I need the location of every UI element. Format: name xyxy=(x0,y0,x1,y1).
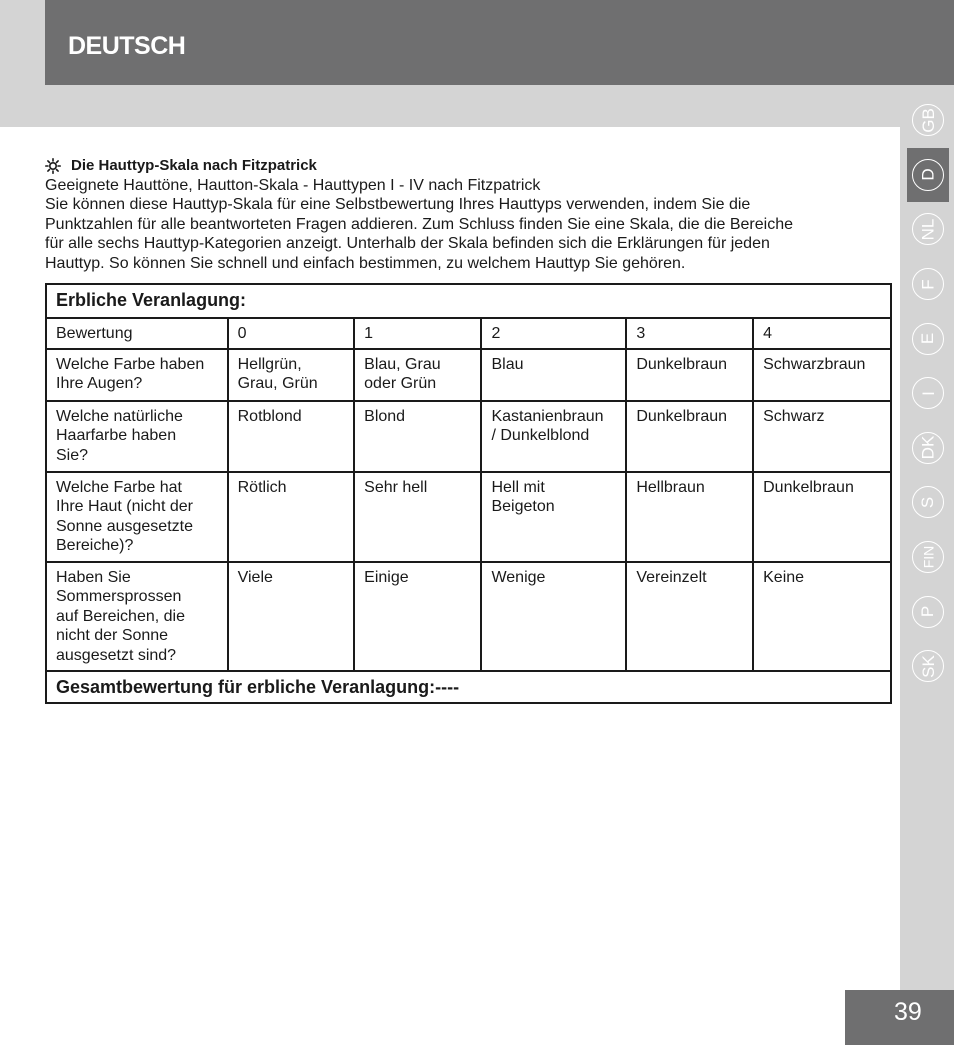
page-number-box xyxy=(845,990,954,1045)
question-cell: Welche Farbe hat Ihre Haut (nicht der Sonne ausgesetzte Bereiche)? xyxy=(46,472,228,562)
lang-tab-nl[interactable] xyxy=(907,202,949,257)
lang-circle-icon xyxy=(912,541,944,573)
score-value-cell: 3 xyxy=(626,318,753,349)
answer-cell: Keine xyxy=(753,562,891,671)
lang-tab-fin[interactable] xyxy=(907,530,949,585)
lang-tab-sk[interactable] xyxy=(907,639,949,694)
answer-cell: Schwarzbraun xyxy=(753,349,891,401)
question-cell: Welche natürliche Haarfarbe haben Sie? xyxy=(46,401,228,472)
language-tabs xyxy=(907,93,949,694)
question-cell: Welche Farbe haben Ihre Augen? xyxy=(46,349,228,401)
lang-tab-dk[interactable] xyxy=(907,421,949,476)
answer-cell: Viele xyxy=(228,562,355,671)
lang-circle-icon xyxy=(912,650,944,682)
answer-cell: Blond xyxy=(354,401,481,472)
answer-cell: Vereinzelt xyxy=(626,562,753,671)
table-header-row xyxy=(46,284,891,318)
page-title: DEUTSCH xyxy=(68,32,186,60)
lang-tab-d[interactable] xyxy=(907,148,949,203)
question-row xyxy=(46,472,891,562)
total-row xyxy=(46,671,891,704)
lang-circle-icon xyxy=(912,432,944,464)
intro-line: für alle sechs Hauttyp-Kategorien anzeigt. Unterhalb der Skala befinden sich die Erklärungen für jeden xyxy=(45,235,770,252)
heredity-score-table xyxy=(45,283,892,704)
lang-tab-f[interactable] xyxy=(907,257,949,312)
lang-tab-p[interactable] xyxy=(907,584,949,639)
answer-cell: Dunkelbraun xyxy=(626,349,753,401)
intro-section xyxy=(45,156,890,273)
intro-line: Geeignete Hauttöne, Hautton-Skala - Hauttypen I - IV nach Fitzpatrick xyxy=(45,176,541,194)
answer-cell: Hellbraun xyxy=(626,472,753,562)
answer-cell: Kastanienbraun / Dunkelblond xyxy=(481,401,626,472)
lang-code: I xyxy=(918,390,938,396)
score-value-cell: 0 xyxy=(228,318,355,349)
sun-icon xyxy=(45,158,61,174)
intro-line: Punktzahlen für alle beantworteten Fragen addieren. Zum Schluss finden Sie eine Skala, die die Bereiche xyxy=(45,215,794,233)
lang-code: P xyxy=(918,605,938,618)
question-cell: Haben Sie Sommersprossen auf Bereichen, die nicht der Sonne ausgesetzt sind? xyxy=(46,562,228,671)
answer-cell: Blau xyxy=(481,349,626,401)
lang-code: S xyxy=(918,496,938,509)
lang-code: D xyxy=(918,168,938,182)
answer-cell: Hellgrün, Grau, Grün xyxy=(228,349,355,401)
lang-circle-icon xyxy=(912,159,944,191)
lang-code: DK xyxy=(918,436,938,460)
total-score-label: Gesamtbewertung für erbliche Veranlagung:---- xyxy=(46,671,891,704)
answer-cell: Einige xyxy=(354,562,481,671)
score-row xyxy=(46,318,891,349)
answer-cell: Wenige xyxy=(481,562,626,671)
lang-code: FIN xyxy=(920,545,936,569)
intro-heading xyxy=(45,156,890,176)
lang-code: SK xyxy=(918,654,938,678)
page-number: 39 xyxy=(894,998,922,1026)
intro-heading-text: Die Hauttyp-Skala nach Fitzpatrick xyxy=(71,157,317,174)
score-value-cell: 1 xyxy=(354,318,481,349)
score-value-cell: 4 xyxy=(753,318,891,349)
question-row xyxy=(46,562,891,671)
answer-cell: Schwarz xyxy=(753,401,891,472)
lang-circle-icon xyxy=(912,486,944,518)
lang-tab-i[interactable] xyxy=(907,366,949,421)
lang-code: GB xyxy=(918,108,938,133)
answer-cell: Blau, Grau oder Grün xyxy=(354,349,481,401)
answer-cell: Sehr hell xyxy=(354,472,481,562)
lang-code: F xyxy=(918,278,938,290)
table-title: Erbliche Veranlagung: xyxy=(46,284,891,318)
lang-circle-icon xyxy=(912,213,944,245)
intro-line: Hauttyp. So können Sie schnell und einfach bestimmen, zu welchem Hauttyp Sie gehören. xyxy=(45,254,686,272)
score-value-cell: 2 xyxy=(481,318,626,349)
score-label-cell: Bewertung xyxy=(46,318,228,349)
lang-code: E xyxy=(918,333,938,345)
lang-tab-s[interactable] xyxy=(907,475,949,530)
answer-cell: Rotblond xyxy=(228,401,355,472)
lang-code: NL xyxy=(918,218,938,241)
answer-cell: Dunkelbraun xyxy=(626,401,753,472)
lang-circle-icon xyxy=(912,268,944,300)
lang-tab-e[interactable] xyxy=(907,311,949,366)
lang-tab-gb[interactable] xyxy=(907,93,949,148)
intro-line: Sie können diese Hauttyp-Skala für eine Selbstbewertung Ihres Hauttyps verwenden, indem Sie die xyxy=(45,196,751,213)
question-row xyxy=(46,401,891,472)
answer-cell: Hell mit Beigeton xyxy=(481,472,626,562)
question-row xyxy=(46,349,891,401)
lang-circle-icon xyxy=(912,104,944,136)
lang-circle-icon xyxy=(912,323,944,355)
answer-cell: Rötlich xyxy=(228,472,355,562)
lang-circle-icon xyxy=(912,596,944,628)
lang-circle-icon xyxy=(912,377,944,409)
answer-cell: Dunkelbraun xyxy=(753,472,891,562)
